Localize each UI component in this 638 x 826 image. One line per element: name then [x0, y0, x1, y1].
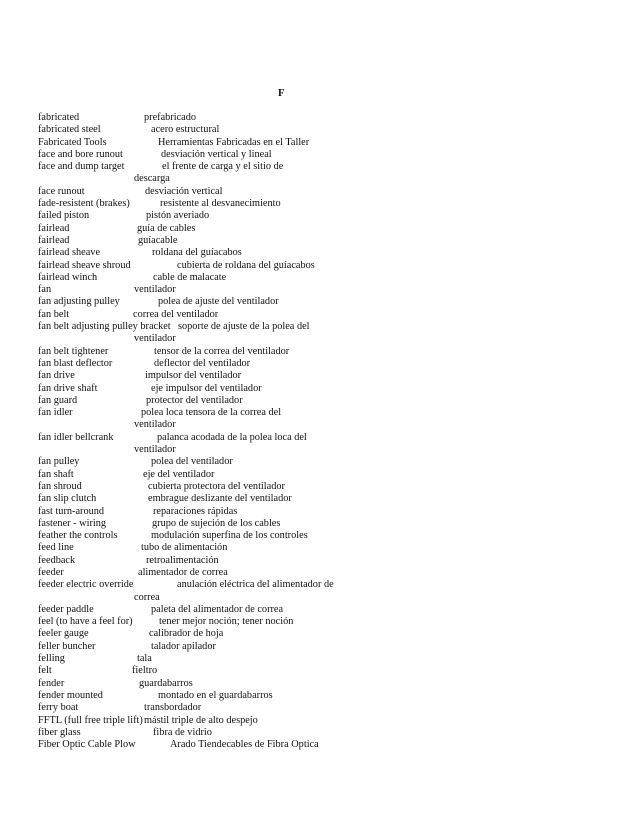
entry-term: fan belt adjusting pulley bracket — [38, 321, 171, 333]
entry-term: feeler gauge — [38, 628, 89, 640]
entry-term: fairlead winch — [38, 271, 98, 283]
entry-term: ferry boat — [38, 702, 79, 714]
entry-translation: anulación eléctrica del alimentador de — [177, 579, 334, 591]
glossary-entry — [38, 641, 338, 653]
entry-term: fan pulley — [38, 456, 80, 468]
glossary-entry — [38, 628, 338, 640]
entry-term: fender — [38, 677, 65, 689]
glossary-entry — [38, 161, 338, 186]
entry-term: fast turn-around — [38, 505, 105, 517]
glossary-entry — [38, 518, 338, 530]
entry-translation: Herramientas Fabricadas en el Taller — [158, 136, 310, 148]
glossary-entry — [38, 665, 338, 677]
glossary-entry — [38, 247, 338, 259]
entry-term: fairlead — [38, 234, 70, 246]
glossary-entry — [38, 555, 338, 567]
entry-translation: el frente de carga y el sitio de — [162, 161, 284, 173]
glossary-entry — [38, 383, 338, 395]
glossary-entry — [38, 493, 338, 505]
glossary-entry — [38, 530, 338, 542]
entry-term: face runout — [38, 185, 85, 197]
glossary-entry — [38, 395, 338, 407]
glossary-entry — [38, 284, 338, 296]
entry-translation: calibrador de hoja — [149, 628, 224, 640]
glossary-entry — [38, 346, 338, 358]
entry-term: fan guard — [38, 394, 78, 406]
entry-term: feed line — [38, 542, 74, 554]
glossary-entry — [38, 149, 338, 161]
glossary-entry — [38, 567, 338, 579]
entry-translation: Arado Tiendecables de Fibra Optica — [170, 739, 319, 751]
glossary-entry — [38, 358, 338, 370]
entry-translation: roldana del guíacabos — [152, 247, 242, 259]
glossary-entry — [38, 739, 338, 751]
entry-translation: modulación superfina de los controles — [151, 530, 308, 542]
entry-term: feedback — [38, 554, 76, 566]
entry-term: fabricated steel — [38, 124, 101, 136]
glossary-entry — [38, 210, 338, 222]
entry-translation: impulsor del ventilador — [145, 370, 242, 382]
entry-translation: cubierta de roldana del guíacabos — [177, 259, 315, 271]
entry-translation: alimentador de correa — [138, 566, 228, 578]
glossary-entry — [38, 653, 338, 665]
entry-term: fairlead — [38, 222, 70, 234]
entry-translation: cubierta protectora del ventilador — [148, 480, 285, 492]
entry-term: feeder electric override — [38, 579, 134, 591]
glossary-entry — [38, 370, 338, 382]
entry-translation: pistón averiado — [146, 210, 210, 222]
entry-term: fiber glass — [38, 726, 81, 738]
entry-term: felt — [38, 665, 52, 677]
entry-translation: desviación vertical — [145, 185, 223, 197]
entry-translation: cable de malacate — [153, 271, 227, 283]
glossary-entry — [38, 506, 338, 518]
glossary-entry — [38, 702, 338, 714]
entry-translation: prefabricado — [144, 112, 197, 123]
entry-translation: deflector del ventilador — [154, 357, 251, 369]
entry-term: fade-resistent (brakes) — [38, 198, 130, 210]
entry-translation: guíacable — [138, 234, 178, 246]
entry-term: fan — [38, 284, 52, 296]
glossary-entry — [38, 456, 338, 468]
glossary-entry — [38, 481, 338, 493]
entry-term: face and dump target — [38, 161, 125, 173]
entry-translation: soporte de ajuste de la polea del — [178, 321, 310, 333]
entry-term: fairlead sheave shroud — [38, 259, 131, 271]
entry-translation: guardabarros — [139, 677, 193, 689]
entry-term: feeder — [38, 566, 64, 578]
glossary-entry — [38, 604, 338, 616]
page-heading: F — [278, 88, 285, 99]
entry-term: fan drive shaft — [38, 382, 98, 394]
entry-translation-continuation: descarga — [134, 173, 170, 185]
entry-translation: palanca acodada de la polea loca del — [157, 431, 307, 443]
entry-translation-continuation: ventilador — [134, 419, 176, 431]
glossary-entry — [38, 198, 338, 210]
entry-term: feel (to have a feel for) — [38, 616, 133, 628]
entry-term: fender mounted — [38, 689, 103, 701]
glossary-entry — [38, 223, 338, 235]
entry-translation: fieltro — [132, 665, 158, 677]
entry-translation: montado en el guardabarros — [158, 689, 273, 701]
glossary-entry — [38, 186, 338, 198]
entry-term: fan idler bellcrank — [38, 431, 114, 443]
glossary-entry — [38, 321, 338, 346]
glossary-entry — [38, 296, 338, 308]
glossary-entry — [38, 542, 338, 554]
entry-term: fan shaft — [38, 468, 74, 480]
entry-translation: polea del ventilador — [151, 456, 233, 468]
entry-translation-continuation: correa — [134, 591, 160, 603]
entry-translation: polea de ajuste del ventilador — [158, 296, 279, 308]
entry-term: felling — [38, 653, 65, 665]
entry-term: face and bore runout — [38, 148, 123, 160]
glossary-entry — [38, 124, 338, 136]
entry-term: feller buncher — [38, 640, 96, 652]
entry-translation: guía de cables — [137, 222, 196, 234]
entry-translation: mástil triple de alto despejo — [144, 714, 258, 726]
entry-translation: embrague deslizante del ventilador — [148, 493, 292, 505]
entry-translation: eje del ventilador — [143, 468, 215, 480]
glossary-entry — [38, 727, 338, 739]
entry-translation: polea loca tensora de la correa del — [141, 407, 282, 419]
entry-term: feeder paddle — [38, 603, 94, 615]
glossary-entry — [38, 309, 338, 321]
entry-translation: paleta del alimentador de correa — [151, 603, 284, 615]
entry-translation: resistente al desvanecimiento — [160, 198, 281, 210]
glossary-list — [38, 112, 338, 751]
glossary-entry — [38, 690, 338, 702]
entry-translation: protector del ventilador — [146, 394, 243, 406]
entry-term: fan shroud — [38, 480, 82, 492]
entry-translation: acero estructural — [151, 124, 220, 136]
entry-translation: ventilador — [134, 284, 176, 296]
entry-translation: tener mejor noción; tener noción — [159, 616, 294, 628]
entry-translation: transbordador — [144, 702, 202, 714]
glossary-entry — [38, 112, 338, 124]
entry-term: Fabricated Tools — [38, 136, 107, 148]
glossary-entry — [38, 272, 338, 284]
glossary-entry — [38, 137, 338, 149]
glossary-entry — [38, 407, 338, 432]
entry-translation: retroalimentación — [146, 554, 219, 566]
glossary-entry — [38, 715, 338, 727]
entry-translation: fibra de vidrio — [153, 726, 212, 738]
glossary-entry — [38, 432, 338, 457]
entry-translation: talador apilador — [151, 640, 216, 652]
entry-term: FFTL (full free triple lift) — [38, 714, 143, 726]
entry-translation: tubo de alimentación — [141, 542, 228, 554]
entry-term: fairlead sheave — [38, 247, 101, 259]
entry-translation-continuation: ventilador — [134, 444, 176, 456]
entry-term: fan slip clutch — [38, 493, 97, 505]
glossary-entry — [38, 260, 338, 272]
entry-term: fan blast deflector — [38, 357, 113, 369]
glossary-entry — [38, 616, 338, 628]
entry-translation: tensor de la correa del ventilador — [154, 345, 290, 357]
entry-term: feather the controls — [38, 530, 118, 542]
entry-term: Fiber Optic Cable Plow — [38, 739, 136, 751]
glossary-entry — [38, 678, 338, 690]
entry-term: fan belt — [38, 308, 70, 320]
entry-translation: correa del ventilador — [133, 308, 219, 320]
glossary-entry — [38, 579, 338, 604]
entry-term: fan idler — [38, 407, 73, 419]
glossary-entry — [38, 235, 338, 247]
entry-term: fan adjusting pulley — [38, 296, 120, 308]
entry-translation: reparaciones rápidas — [153, 505, 238, 517]
entry-term: fastener - wiring — [38, 517, 107, 529]
entry-term: fabricated — [38, 112, 80, 123]
entry-term: failed piston — [38, 210, 90, 222]
entry-translation: grupo de sujeción de los cables — [152, 517, 281, 529]
entry-term: fan belt tightener — [38, 345, 109, 357]
entry-translation: eje impulsor del ventilador — [151, 382, 262, 394]
entry-translation: tala — [137, 653, 152, 665]
entry-term: fan drive — [38, 370, 75, 382]
entry-translation: desviación vertical y lineal — [161, 148, 272, 160]
entry-translation-continuation: ventilador — [134, 333, 176, 345]
glossary-entry — [38, 469, 338, 481]
